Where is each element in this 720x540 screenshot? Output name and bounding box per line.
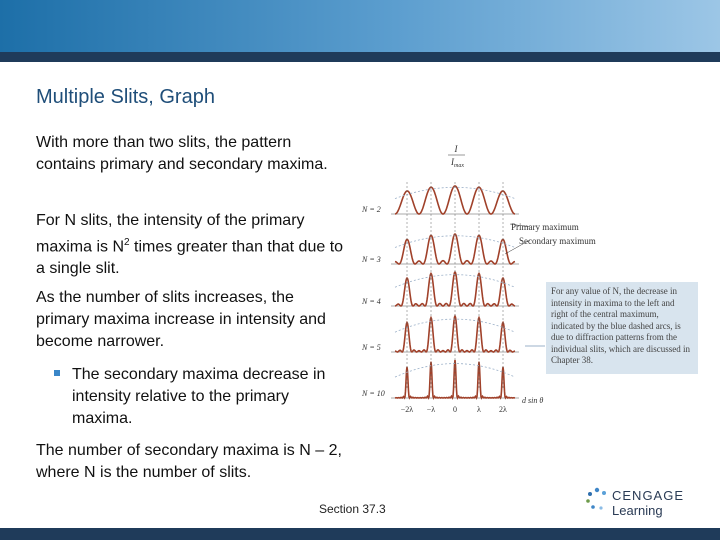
row-label-n2: N = 2 [362, 205, 381, 214]
secondary-maximum-label: Secondary maximum [519, 236, 596, 246]
footer-section-label: Section 37.3 [319, 502, 386, 516]
bullet-marker-icon [54, 370, 60, 376]
cengage-logo-icon [584, 486, 610, 512]
figure-x-axis-label: d sin θ [522, 396, 544, 405]
intensity-curve-n4 [395, 272, 515, 306]
figure-callout: For any value of N, the decrease in intensity in maxima to the left and right of the central maximum, indicated by the blue dashed arcs, is due to diffraction patterns from the individual slits, which are discussed in Chapter 38. [546, 282, 698, 374]
paragraph-2-superscript: 2 [124, 237, 130, 248]
logo-text-cengage: CENGAGE [612, 488, 685, 503]
header-stripe [0, 52, 720, 62]
paragraph-2-prefix: For N slits, the intensity of the primary maxima is N [36, 212, 305, 256]
figure-ylabel-bottom: I [451, 157, 454, 167]
header-band [0, 0, 720, 52]
figure-ylabel-top: I [454, 144, 458, 154]
x-tick-label: 2λ [499, 405, 507, 414]
envelope-arc-n2 [395, 187, 515, 198]
x-tick-label: 0 [453, 405, 457, 414]
logo-text-learning: Learning [612, 503, 663, 518]
figure-dashed-guides [407, 182, 503, 390]
x-tick-label: −λ [426, 405, 436, 414]
row-label-n10: N = 10 [362, 389, 385, 398]
x-tick-label: λ [477, 405, 481, 414]
row-label-n5: N = 5 [362, 343, 381, 352]
bullet-text: The secondary maxima decrease in intensity relative to the primary maxima. [72, 366, 326, 427]
figure-ylabel-bottom-group [450, 157, 464, 169]
row-label-n3: N = 3 [362, 255, 381, 264]
paragraph-1: With more than two slits, the pattern contains primary and secondary maxima. [36, 134, 328, 173]
bullet-item [56, 364, 346, 430]
paragraph-3: As the number of slits increases, the primary maxima increase in intensity and become narrower. [36, 289, 326, 350]
primary-maximum-label: Primary maximum [511, 222, 579, 232]
x-tick-label: −2λ [400, 405, 414, 414]
slide-title: Multiple Slits, Graph [36, 86, 215, 108]
paragraph-2-suffix: times greater than that due to a single slit. [36, 238, 344, 278]
figure-ylabel-sub: max [454, 163, 464, 169]
multi-slit-figure [355, 140, 596, 420]
footer-band [0, 528, 720, 540]
figure-rows [361, 186, 519, 398]
envelope-arc-n4 [395, 275, 515, 288]
row-label-n4: N = 4 [362, 297, 381, 306]
envelope-arc-n3 [395, 236, 515, 248]
paragraph-2 [36, 210, 346, 280]
figure-x-ticks [401, 405, 507, 414]
paragraph-4: The number of secondary maxima is N – 2, where N is the number of slits. [36, 442, 342, 481]
